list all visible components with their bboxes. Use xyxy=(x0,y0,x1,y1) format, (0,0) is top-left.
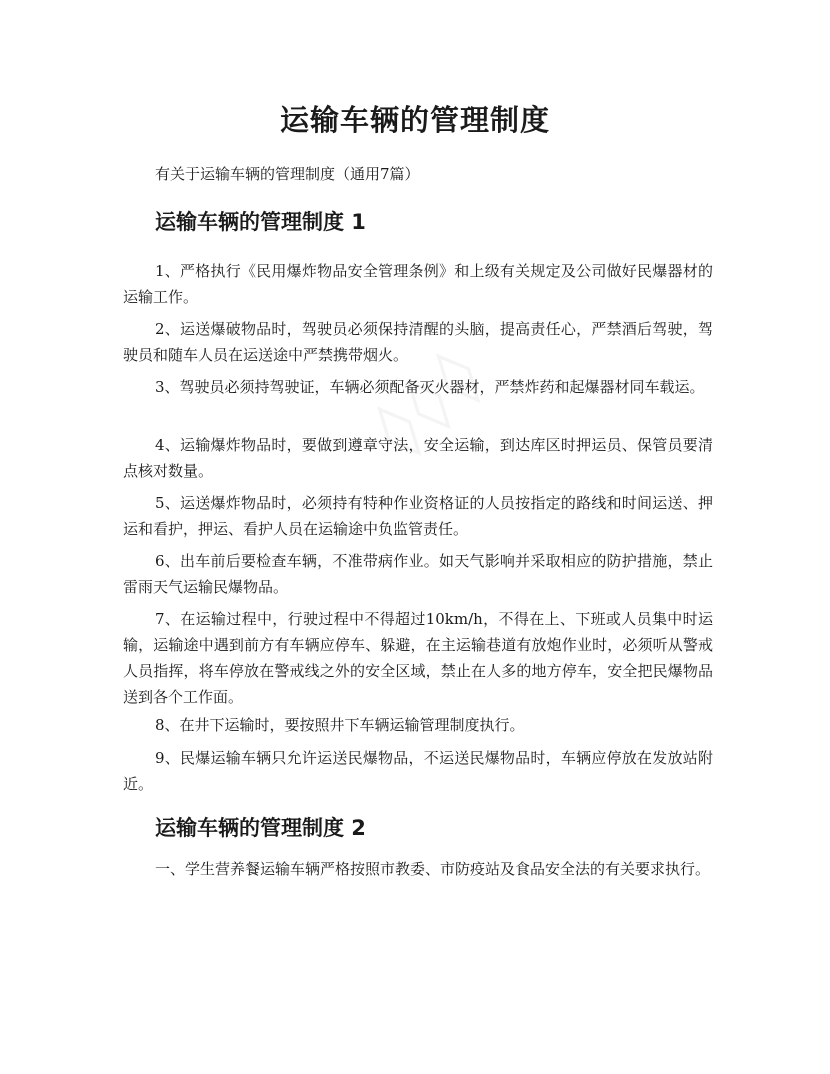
paragraph-1-9: 9、民爆运输车辆只允许运送民爆物品，不运送民爆物品时，车辆应停放在发放站附近。 xyxy=(123,749,713,793)
page-title: 运输车辆的管理制度 xyxy=(279,103,550,137)
document-subtitle: 有关于运输车辆的管理制度（通用7篇） xyxy=(155,165,420,183)
paragraph-1-3: 3、驾驶员必须持驾驶证，车辆必须配备灭火器材，严禁炸药和起爆器材同车载运。 xyxy=(155,378,705,396)
paragraph-2-1: 一、学生营养餐运输车辆严格按照市教委、市防疫站及食品安全法的有关要求执行。 xyxy=(155,860,711,878)
paragraph-1-8: 8、在井下运输时，要按照井下车辆运输管理制度执行。 xyxy=(155,716,525,734)
paragraph-1-5: 5、运送爆炸物品时，必须持有特种作业资格证的人员按指定的路线和时间运送、押运和看护，押运、看护人员在运输途中负监管责任。 xyxy=(123,494,713,538)
paragraph-1-2: 2、运送爆破物品时，驾驶员必须保持清醒的头脑，提高责任心，严禁酒后驾驶，驾驶员和随车人员在运送途中严禁携带烟火。 xyxy=(123,320,713,364)
paragraph-1-1: 1、严格执行《民用爆炸物品安全管理条例》和上级有关规定及公司做好民爆器材的运输工作。 xyxy=(123,262,713,306)
section-heading-1: 运输车辆的管理制度 1 xyxy=(155,210,366,234)
section-heading-2: 运输车辆的管理制度 2 xyxy=(155,816,366,840)
paragraph-1-4: 4、运输爆炸物品时，要做到遵章守法，安全运输，到达库区时押运员、保管员要清点核对数量。 xyxy=(123,436,713,480)
paragraph-1-7: 7、在运输过程中，行驶过程中不得超过10km/h，不得在上、下班或人员集中时运输，运输途中遇到前方有车辆应停车、躲避，在主运输巷道有放炮作业时，必须听从警戒人员指挥，将车停放在警戒线之外的安全区域，禁止在人多的地方停车，安全把民爆物品送到各个工作面。 xyxy=(123,610,713,706)
paragraph-1-6: 6、出车前后要检查车辆，不准带病作业。如天气影响并采取相应的防护措施，禁止雷雨天气运输民爆物品。 xyxy=(123,552,713,596)
